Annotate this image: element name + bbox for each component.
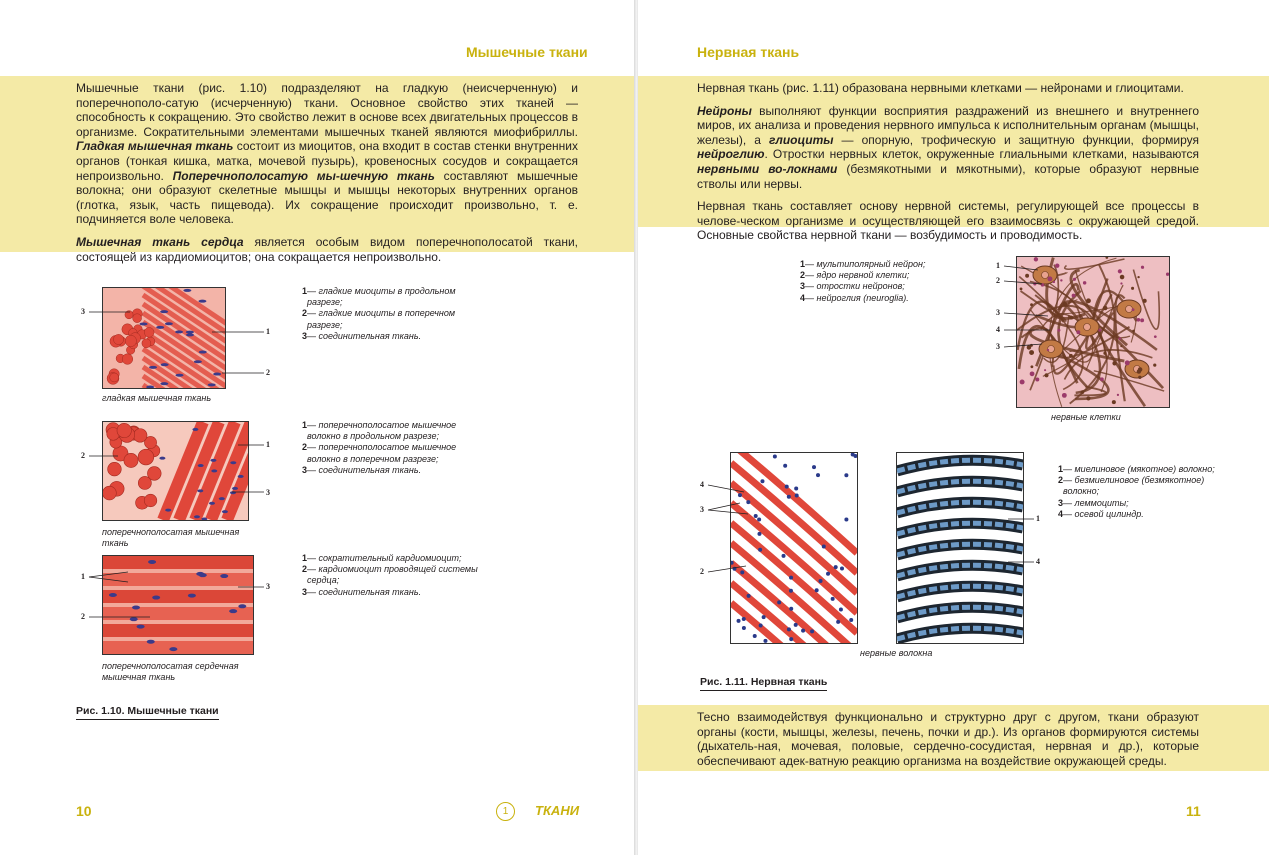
legend-text: — нейроглия (neuroglia). bbox=[805, 292, 909, 303]
pointer-label: 4 bbox=[1036, 557, 1040, 566]
text-run: (безмякотными и мякотными), которые образуют нервные стволы или нервы. bbox=[697, 161, 1199, 191]
legend-text: — безмиелиновое (безмякотное) волокно; bbox=[1063, 475, 1205, 497]
chapter-number: 1 bbox=[496, 802, 515, 821]
legend-text: — соединительная ткань. bbox=[307, 330, 422, 341]
running-head: Мышечные ткани bbox=[466, 44, 588, 60]
pointer-label: 2 bbox=[700, 567, 704, 576]
figure-caption: нервные клетки bbox=[1051, 412, 1121, 422]
pointer-label: 1 bbox=[996, 261, 1000, 270]
legend-text: — соединительная ткань. bbox=[307, 464, 422, 475]
pointer-label: 1 bbox=[266, 440, 270, 449]
legend-number: 3 bbox=[1058, 497, 1064, 508]
legend-number: 1 bbox=[800, 259, 806, 269]
page-number: 11 bbox=[1186, 803, 1201, 819]
text-run: Гладкая мышечная ткань bbox=[76, 139, 234, 154]
legend-number: 1 bbox=[1058, 464, 1064, 474]
text-run: Нейроны bbox=[697, 103, 752, 118]
pointer-label: 1 bbox=[81, 572, 85, 581]
figure-caption: поперечнополосатая мышечная ткань bbox=[102, 527, 240, 548]
legend-number: 4 bbox=[1058, 508, 1064, 519]
pointer-label: 3 bbox=[996, 342, 1000, 351]
legend-text: — леммоциты; bbox=[1063, 497, 1129, 508]
text-run: . Отростки нервных клеток, окруженные глиальными клетками, называются bbox=[764, 147, 1199, 162]
figure-caption: нервные волокна bbox=[860, 648, 933, 658]
legend-text: — гладкие миоциты в поперечном разрезе; bbox=[307, 308, 456, 330]
running-head: Нервная ткань bbox=[697, 44, 800, 60]
pointer-label: 1 bbox=[266, 327, 270, 336]
text-run: Мышечная ткань сердца bbox=[76, 234, 244, 249]
legend-number: 2 bbox=[800, 270, 806, 281]
pointer-label: 3 bbox=[266, 582, 270, 591]
text-run: является особым видом поперечнополосатой ткани, состоящей из кардиомиоцитов; она сокращается непроизвольно. bbox=[76, 234, 579, 264]
legend-number: 2 bbox=[302, 308, 308, 319]
pointer-label: 3 bbox=[700, 505, 704, 514]
legend-text: — осевой цилиндр. bbox=[1063, 508, 1144, 519]
text-run: выполняют функции восприятия раздражений из внешнего и внутреннего миров, их анализа и проведения нервного импульса к исполнительным органам (мышцы, железы), а bbox=[697, 103, 1199, 147]
legend-text: — поперечнополосатое мышечное волокно в поперечном разрезе; bbox=[307, 442, 457, 464]
pointer-label: 2 bbox=[996, 276, 1000, 285]
figure-title: Рис. 1.11. Нервная ткань bbox=[700, 676, 827, 691]
pointer-label: 2 bbox=[266, 368, 270, 377]
text-run: (рис. 1.10) подразделяют на гладкую (неисчерченную) и поперечнополо-сатую (исчерченную) ткани. Основное свойство этих тканей — способность к сокращению. Это свойство лежит в основе всех двигательных процессов в организме. Сократительными элементами мышечных тканей являются миофибриллы. bbox=[76, 81, 578, 139]
text-run: (рис. 1.11) образована нервными клетками — нейронами и глиоцитами. bbox=[779, 81, 1184, 95]
legend-number: 3 bbox=[302, 330, 308, 341]
legend-text: — кардиомиоцит проводящей системы сердца; bbox=[307, 564, 478, 586]
text-run: составляют мышечные волокна; они образуют скелетные мышцы и мышцы некоторых внутренних органов (глотка, язык, часть пищевода). Их сокращение происходит произвольно, т. е. подчиняется воле человека. bbox=[76, 168, 578, 227]
legend-number: 1 bbox=[302, 420, 308, 430]
closing-paragraph: Тесно взаимодействуя функционально и структурно друг с другом, ткани образуют органы (кости, мышцы, железы, печень, почки и др.). Из органов формируются системы (дыхатель-ная, мочевая, половые, сердечно-сосудистая, нервная и др.), которые обеспечивают адек-ватную реакцию организма на воздействие окружающей среды. bbox=[697, 710, 1199, 768]
legend-number: 1 bbox=[302, 286, 308, 296]
text-run: Нервная ткань bbox=[697, 81, 780, 95]
text-run: Нервная ткань составляет основу нервной системы, регулирующей все процессы в челове-ческом организме и осуществляющей его взаимосвязь с окружающей средой. Основные свойства нервной ткани — возбудимость и проводимость. bbox=[697, 199, 1199, 243]
legend-number: 4 bbox=[800, 292, 806, 303]
legend-number: 2 bbox=[302, 564, 308, 575]
legend-text: — сократительный кардиомиоцит; bbox=[307, 553, 462, 563]
pointer-label: 3 bbox=[81, 307, 85, 316]
legend-text: — мультиполярный нейрон; bbox=[805, 259, 926, 269]
pointer-label: 1 bbox=[1036, 514, 1040, 523]
page-number: 10 bbox=[76, 803, 92, 819]
text-run: Мышечные ткани bbox=[76, 81, 185, 95]
legend-text: — поперечнополосатое мышечное волокно в продольном разрезе; bbox=[307, 420, 457, 442]
figure-caption: поперечнополосатая сердечная мышечная ткань bbox=[102, 661, 239, 682]
legend-number: 2 bbox=[302, 442, 308, 453]
text-run: — опорную, трофическую и защитную функции, формируя bbox=[833, 132, 1199, 147]
pointer-lines bbox=[0, 0, 636, 700]
text-run: состоит из миоцитов, она входит в состав стенки внутренних органов (тонкая кишка, матка, мочевой пузырь), кровеносных сосудов и сокращается непроизвольно. bbox=[76, 139, 578, 183]
right-page bbox=[638, 0, 1269, 855]
legend-text: — ядро нервной клетки; bbox=[805, 270, 910, 281]
text-run: глиоциты bbox=[768, 132, 834, 147]
text-run: нервными во-локнами bbox=[697, 161, 838, 176]
legend-text: — гладкие миоциты в продольном разрезе; bbox=[307, 286, 456, 308]
pointer-label: 3 bbox=[996, 308, 1000, 317]
pointer-label: 2 bbox=[81, 451, 85, 460]
pointer-label: 2 bbox=[81, 612, 85, 621]
figure-title: Рис. 1.10. Мышечные ткани bbox=[76, 705, 219, 720]
text-run: нейроглию bbox=[697, 147, 765, 162]
legend-number: 1 bbox=[302, 553, 308, 563]
legend-number: 3 bbox=[800, 281, 806, 292]
legend-text: — соединительная ткань. bbox=[307, 586, 422, 597]
pointer-lines bbox=[638, 0, 1269, 700]
text-run: Поперечнополосатую мы-шечную ткань bbox=[172, 168, 435, 183]
legend-number: 3 bbox=[302, 464, 308, 475]
legend-number: 3 bbox=[302, 586, 308, 597]
pointer-label: 3 bbox=[266, 488, 270, 497]
figure-caption: гладкая мышечная ткань bbox=[102, 393, 212, 403]
legend-text: — миелиновое (мякотное) волокно; bbox=[1063, 464, 1215, 474]
chapter-name: ТКАНИ bbox=[535, 803, 580, 818]
legend-number: 2 bbox=[1058, 475, 1064, 486]
pointer-label: 4 bbox=[996, 325, 1000, 334]
pointer-label: 4 bbox=[700, 480, 704, 489]
legend-text: — отростки нейронов; bbox=[805, 281, 905, 292]
